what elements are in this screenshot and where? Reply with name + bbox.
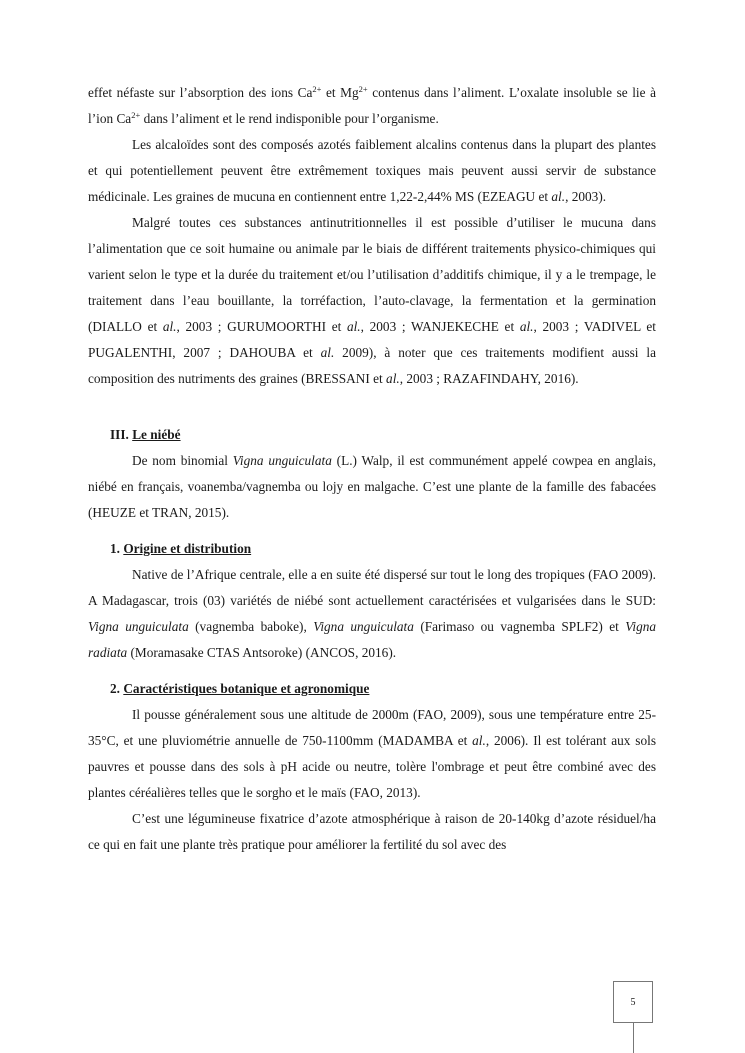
paragraph-caracteristiques: Il pousse généralement sous une altitude de 2000m (FAO, 2009), sous une température entre 25-35°C, et une pluviométrie annuelle de 750-1100mm (MADAMBA et al., 2006). Il est tolérant aux sols pauvres et pousse dans des sols à pH acide ou neutre, tolère l'ombrage et peut être combiné avec des plantes céréalières telles que le sorgho et le maïs (FAO, 2013).	[88, 707, 656, 800]
subheading-origine	[88, 536, 656, 562]
paragraph-niebe-intro: De nom binomial Vigna unguiculata (L.) Walp, il est communément appelé cowpea en anglais, niébé en français, voanemba/vagnemba ou lojy en malgache. C’est une plante de la famille des fabacées (HEUZE et TRAN, 2015).	[88, 453, 657, 520]
subsection-number: 2.	[110, 681, 120, 696]
page-number-box	[613, 981, 653, 1023]
page-number: 5	[630, 996, 636, 1008]
paragraph-azote: C’est une légumineuse fixatrice d’azote atmosphérique à raison de 20-140kg d’azote résiduel/ha ce qui en fait une plante très pratique pour améliorer la fertilité du sol avec des	[88, 811, 656, 852]
paragraph-oxalate: effet néfaste sur l’absorption des ions $Ca^{2+}$ et $Mg^{2+}$ contenus dans l’aliment. L’oxalate insoluble se lie à l’ion $Ca^{2+}$ dans l’aliment et le rend indisponible pour l’organisme.	[88, 84, 656, 126]
section-title: Le niébé	[132, 427, 181, 442]
subheading-caracteristiques	[88, 676, 656, 702]
document-body	[88, 80, 656, 858]
paragraph-alkaloids: Les alcaloïdes sont des composés azotés faiblement alcalins contenus dans la plupart des plantes et qui potentiellement peuvent être extrêmement toxiques mais peuvent aussi servir de substance médicinale. Les graines de mucuna en contiennent entre 1,22-2,44% MS (EZEAGU et al., 2003).	[88, 137, 656, 204]
section-heading-niebe	[88, 422, 656, 448]
paragraph-treatments: Malgré toutes ces substances antinutritionnelles il est possible d’utiliser le mucuna dans l’alimentation que ce soit humaine ou animale par le biais de différent traitements physico-chimiques qui varient selon le type et la durée du traitement et/ou l’utilisation d’additifs chimique, il y a le trempage, le traitement dans l’eau bouillante, la torréfaction, l’auto-clavage, la fermentation et la germination (DIALLO et al., 2003 ; GURUMOORTHI et al., 2003 ; WANJEKECHE et al., 2003 ; VADIVEL et PUGALENTHI, 2007 ; DAHOUBA et al. 2009), à noter que ces traitements modifient aussi la composition des nutriments des graines (BRESSANI et al., 2003 ; RAZAFINDAHY, 2016).	[88, 215, 656, 386]
page-number-line	[633, 1023, 634, 1053]
subsection-title: Caractéristiques botanique et agronomique	[123, 681, 370, 696]
section-number: III.	[110, 427, 129, 442]
subsection-title: Origine et distribution	[123, 541, 252, 556]
subsection-number: 1.	[110, 541, 120, 556]
paragraph-origine: Native de l’Afrique centrale, elle a en suite été dispersé sur tout le long des tropiques (FAO 2009). A Madagascar, trois (03) variétés de niébé sont actuellement caractérisées et vulgarisées dans le SUD: Vigna unguiculata (vagnemba baboke), Vigna unguiculata (Farimaso ou vagnemba SPLF2) et Vigna radiata (Moramasake CTAS Antsoroke) (ANCOS, 2016).	[88, 567, 657, 660]
